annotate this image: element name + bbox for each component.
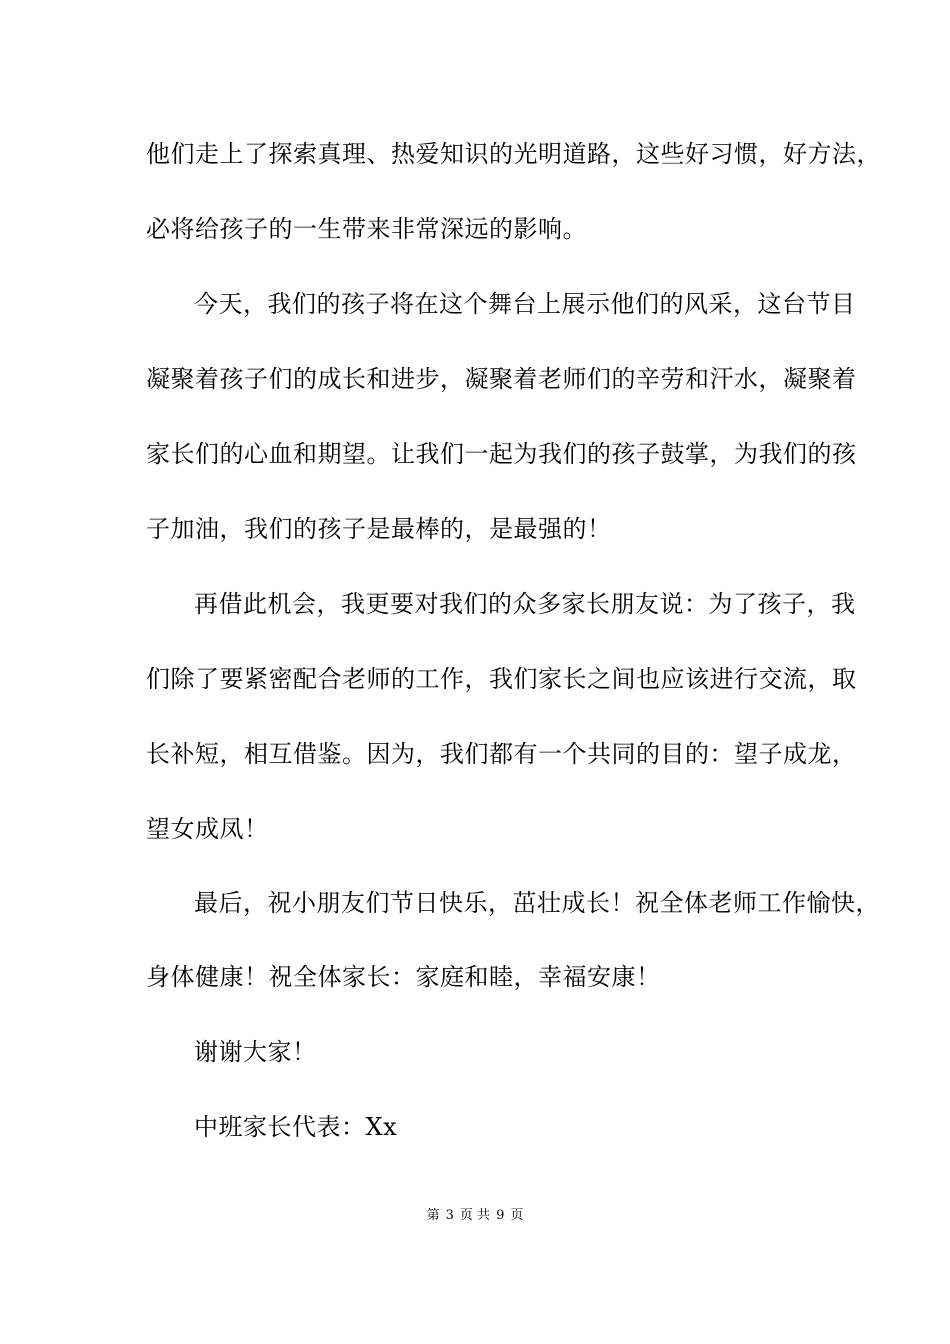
body-text-line: 长补短，相互借鉴。因为，我们都有一个共同的目的：望子成龙， bbox=[146, 740, 857, 768]
body-text-line: 凝聚着孩子们的成长和进步，凝聚着老师们的辛劳和汗水，凝聚着 bbox=[146, 365, 857, 393]
paragraph-start-line: 再借此机会，我更要对我们的众多家长朋友说：为了孩子，我 bbox=[194, 590, 856, 618]
body-text-line: 身体健康！祝全体家长：家庭和睦，幸福安康！ bbox=[146, 963, 661, 991]
current-page-number: 3 bbox=[445, 1208, 454, 1223]
page-footer bbox=[0, 1208, 950, 1224]
total-pages-number: 9 bbox=[496, 1208, 505, 1223]
body-text-line: 子加油，我们的孩子是最棒的，是最强的！ bbox=[146, 515, 612, 543]
paragraph-start-line: 今天，我们的孩子将在这个舞台上展示他们的风采，这台节目 bbox=[194, 290, 856, 318]
paragraph-start-line: 最后，祝小朋友们节日快乐，茁壮成长！祝全体老师工作愉快， bbox=[194, 889, 880, 917]
signature-line: 中班家长代表：Xx bbox=[194, 1113, 398, 1141]
body-text-line: 必将给孩子的一生带来非常深远的影响。 bbox=[146, 215, 587, 243]
body-text-line: 家长们的心血和期望。让我们一起为我们的孩子鼓掌，为我们的孩 bbox=[146, 440, 857, 468]
closing-thanks: 谢谢大家！ bbox=[194, 1038, 317, 1066]
page-label-prefix: 第 bbox=[426, 1208, 440, 1223]
body-text-line: 望女成凤！ bbox=[146, 815, 269, 843]
body-text-line: 们除了要紧密配合老师的工作，我们家长之间也应该进行交流，取 bbox=[146, 665, 857, 693]
body-text-line: 他们走上了探索真理、热爱知识的光明道路，这些好习惯，好方法， bbox=[146, 140, 881, 168]
page-label-suffix: 页 bbox=[510, 1208, 524, 1223]
page-label-mid: 页 共 bbox=[459, 1208, 491, 1223]
